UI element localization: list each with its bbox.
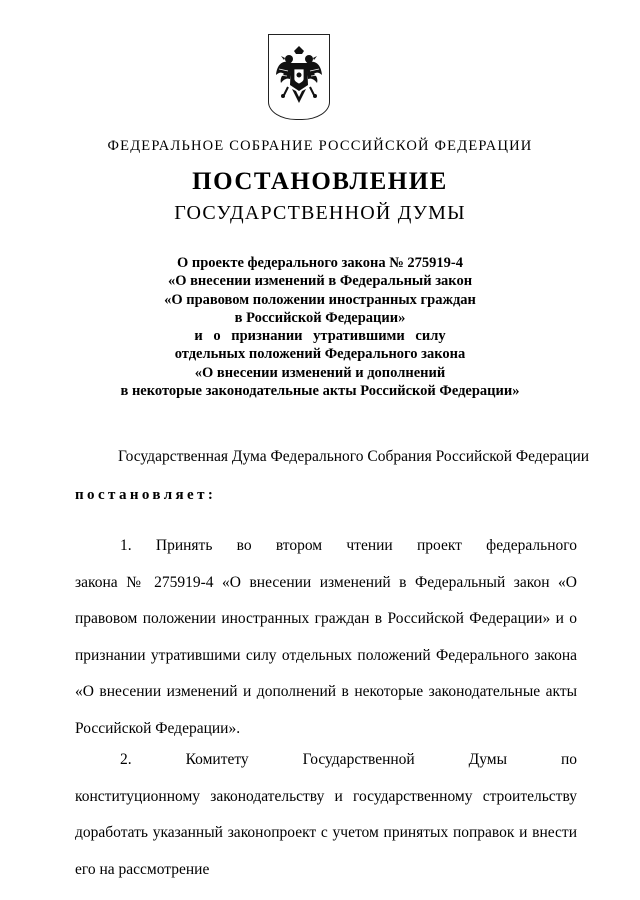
subject-line: О проекте федерального закона № 275919-4 — [176, 255, 464, 271]
paragraph-line: изменений и дополнений в некоторые законодательные акты Российской — [75, 683, 578, 737]
subject-line: отдельных положений Федерального закона — [174, 346, 466, 363]
subject-line: «О правовом положении иностранных граждан — [164, 291, 476, 308]
resolves-word: постановляет: — [75, 487, 217, 503]
paragraph-line: законодательству и государственному строительству доработать указанный — [75, 787, 577, 841]
paragraph-line: 1. Принять во втором чтении проект федерального закона — [75, 537, 577, 591]
document-title: ПОСТАНОВЛЕНИЕ — [192, 168, 448, 195]
double-headed-eagle-icon — [274, 45, 324, 109]
paragraph-line: № 275919-4 «О внесении изменений в Федеральный закон «О правовом — [75, 573, 577, 627]
paragraph-line: законопроект с учетом принятых поправок и внести его на рассмотрение — [75, 824, 577, 878]
subject-line: и о признании утратившими силу — [194, 328, 446, 345]
paragraph-line: утратившими силу отдельных положений Федерального закона «О внесении — [75, 646, 578, 700]
assembly-heading: ФЕДЕРАЛЬНОЕ СОБРАНИЕ РОССИЙСКОЙ ФЕДЕРАЦИИ — [107, 138, 533, 154]
subject-line: «О внесении изменений в Федеральный закон — [167, 273, 473, 290]
preamble: Государственная Дума Федерального Собрания Российской Федерации — [118, 448, 590, 465]
subject-line: в Российской Федерации» — [234, 309, 406, 326]
paragraph-1 — [75, 528, 577, 747]
state-emblem — [268, 34, 330, 120]
paragraph-line: 2. Комитету Государственной Думы по конституционному — [75, 751, 577, 805]
resolution-subject — [60, 254, 580, 400]
subject-line: «О внесении изменений и дополнений — [194, 364, 446, 381]
document-subtitle: ГОСУДАРСТВЕННОЙ ДУМЫ — [174, 202, 466, 224]
paragraph-line: положении иностранных граждан в Российской Федерации» и о признании — [75, 610, 577, 664]
subject-line: в некоторые законодательные акты Российской Федерации» — [120, 383, 520, 400]
paragraph-line: Федерации». — [155, 719, 241, 737]
paragraph-2 — [75, 742, 577, 888]
